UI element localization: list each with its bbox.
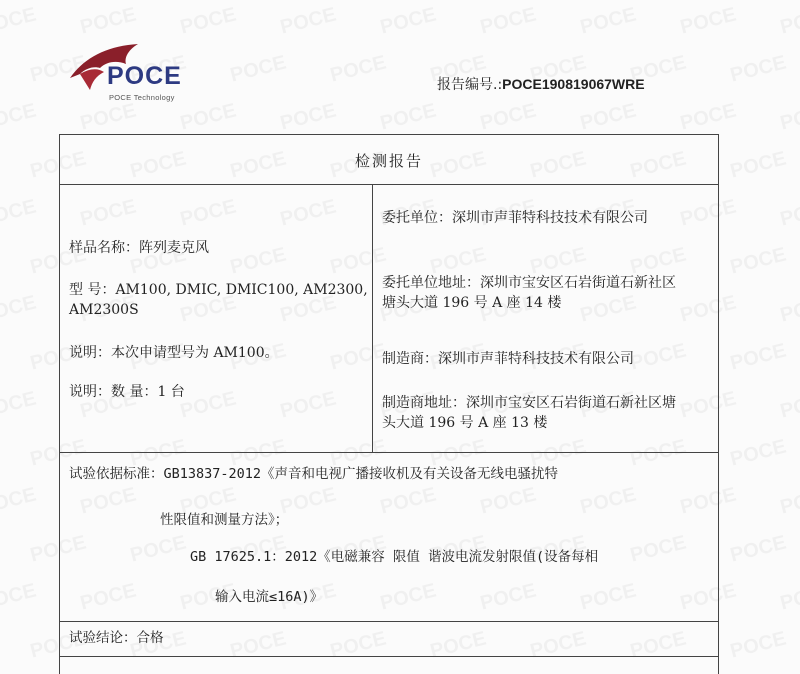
watermark-text xyxy=(78,3,139,39)
sample-name: 样品名称：阵列麦克风 xyxy=(69,240,209,256)
note-model: 说明：本次申请型号为 AM100。 xyxy=(69,345,279,361)
watermark-text xyxy=(478,99,539,135)
report-number-label: 报告编号.: xyxy=(437,77,503,93)
watermark-text xyxy=(178,3,239,39)
watermark-text xyxy=(778,387,800,423)
divider xyxy=(59,452,719,453)
manufacturer-address-2: 头大道 196 号 A 座 13 楼 xyxy=(382,415,548,431)
manufacturer: 制造商：深圳市声菲特科技技术有限公司 xyxy=(382,351,634,367)
watermark-text xyxy=(778,195,800,231)
standard-line-1: 试验依据标准：GB13837-2012《声音和电视广播接收机及有关设备无线电骚扰特 xyxy=(69,466,559,482)
watermark-text xyxy=(0,99,39,135)
watermark-text xyxy=(678,3,739,39)
watermark-text xyxy=(678,99,739,135)
standard-line-4: 输入电流≤16A)》 xyxy=(215,589,324,605)
watermark-text xyxy=(0,291,39,327)
watermark-text xyxy=(278,99,339,135)
watermark-text xyxy=(0,3,39,39)
watermark-text xyxy=(728,51,789,87)
watermark-text xyxy=(0,195,39,231)
watermark-text xyxy=(278,3,339,39)
watermark-text xyxy=(228,51,289,87)
watermark-text xyxy=(378,99,439,135)
logo-subtitle: POCE Technology xyxy=(109,93,175,102)
watermark-text xyxy=(578,3,639,39)
client-address-2: 塘头大道 196 号 A 座 14 楼 xyxy=(382,295,562,311)
watermark-text xyxy=(728,435,789,471)
model-line-2: AM2300S xyxy=(69,302,139,318)
watermark-text xyxy=(778,99,800,135)
report-number xyxy=(437,74,645,94)
logo-text: POCE xyxy=(107,62,182,90)
divider xyxy=(59,184,719,185)
watermark-text xyxy=(778,483,800,519)
watermark-text xyxy=(0,579,39,615)
watermark-text xyxy=(728,243,789,279)
watermark-text xyxy=(0,387,39,423)
watermark-text xyxy=(728,627,789,663)
watermark-text xyxy=(478,3,539,39)
watermark-text xyxy=(778,291,800,327)
watermark-text xyxy=(728,147,789,183)
report-number-value: POCE190819067WRE xyxy=(502,76,645,92)
note-quantity: 说明：数 量：1 台 xyxy=(69,384,185,400)
manufacturer-address-1: 制造商地址：深圳市宝安区石岩街道石新社区塘 xyxy=(382,395,676,411)
watermark-text xyxy=(728,339,789,375)
watermark-text xyxy=(0,483,39,519)
standard-line-2: 性限值和测量方法》； xyxy=(160,512,289,528)
column-divider xyxy=(372,184,373,452)
watermark-text xyxy=(778,579,800,615)
divider xyxy=(59,621,719,622)
client: 委托单位：深圳市声菲特科技技术有限公司 xyxy=(382,210,648,226)
report-title: 检测报告 xyxy=(354,152,423,170)
watermark-text xyxy=(378,3,439,39)
watermark-text xyxy=(778,3,800,39)
divider xyxy=(59,656,719,657)
standard-line-3: GB 17625.1：2012《电磁兼容 限值 谐波电流发射限值(设备每相 xyxy=(190,549,599,565)
model-line-1: 型 号：AM100, DMIC, DMIC100, AM2300, xyxy=(69,282,368,298)
client-address-1: 委托单位地址：深圳市宝安区石岩街道石新社区 xyxy=(382,275,676,291)
test-conclusion: 试验结论：合格 xyxy=(69,630,164,646)
watermark-text xyxy=(728,531,789,567)
watermark-text xyxy=(328,51,389,87)
watermark-text xyxy=(578,99,639,135)
